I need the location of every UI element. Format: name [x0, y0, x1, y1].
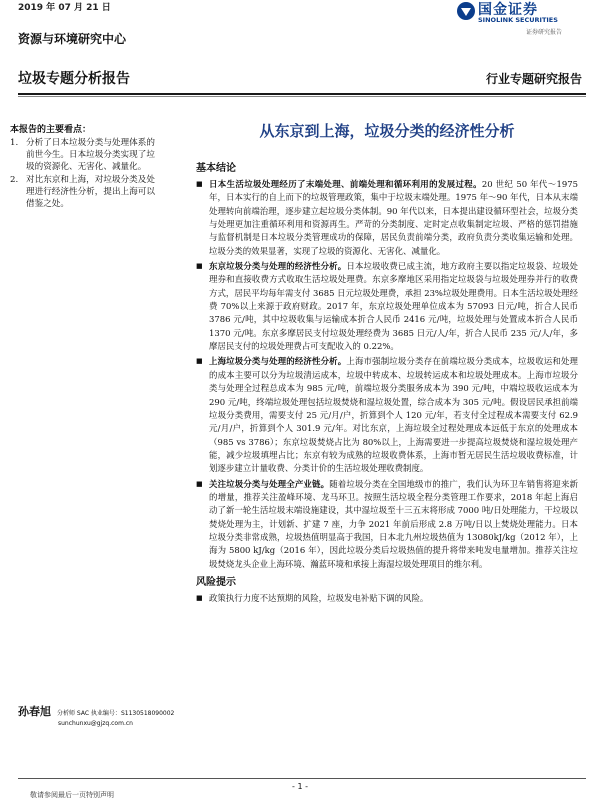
- footer-divider: [18, 778, 586, 779]
- conclusion-heading: 基本结论: [196, 163, 236, 174]
- conclusion-bullet: [196, 478, 578, 571]
- key-point-text: 分析了日本垃圾分类与处理体系的前世今生。日本垃圾分类实现了垃圾的资源化、无害化、减量化。: [26, 138, 155, 172]
- key-point-item: [10, 137, 160, 173]
- logo-english-name: SINOLINK SECURITIES: [478, 16, 558, 24]
- bullet-body: 上海市强制垃圾分类存在前端垃圾分类成本，垃圾收运和处理的成本主要可以分为垃圾清运成本，垃圾中转成本、垃圾转运成本和垃圾处理成本。上海市垃圾分类与处理全过程总成本为 985 元/吨，前端垃圾分类服务成本为 390 元/吨，中端垃圾收运成本为 290 元/吨，终端垃圾处理包括垃圾焚烧和湿垃圾处置，综合成本为 305 元/吨。假设居民承担前端垃圾分类费用，需要支付 25 元/月/户，折算到个人 120 元/年，若支付全过程成本需要支付 62.9 元/月/户，折算到个人 301.9 元/年。对比东京，上海垃圾全过程处理成本远低于东京的处理成本（985 vs 3786）；东京垃圾焚烧占比为 80%以上，上海需要进一步提高垃圾焚烧和湿垃圾处理产能，减少垃圾填埋占比；东京有较为成熟的垃圾收费体系，上海市暂无居民生活垃圾收费标准，计划逐步建立计量收费、分类计价的生活垃圾处理收费制度。: [209, 356, 578, 474]
- bullet-lead: 东京垃圾分类与处理的经济性分析。: [209, 261, 347, 272]
- conclusion-bullet: [196, 260, 578, 353]
- bullet-body: 随着垃圾分类在全国地级市的推广，我们认为环卫车销售将迎来新的增量，推荐关注盈峰环境、龙马环卫。按照生活垃圾全程分类管理工作要求，2018 年起上海启动了新一轮生活垃圾末端设施建设，其中湿垃圾至十三五末将形成 7000 吨/日处理能力，干垃圾以焚烧处理为主，计划新、扩建 7 座，力争 2021 年前后形成 2.8 万吨/日以上焚烧处理能力。日本垃圾分类非常成熟，垃圾热值明显高于我国，日本北九州垃圾热值为 13080kJ/kg（2012 年），上海为 5800 kJ/kg（2016 年），因此垃圾分类后垃圾热值的提升将带来吨发电量增加。推荐关注垃圾焚烧龙头企业上海环境、瀚蓝环境和承接上海湿垃圾处理项目的维尔利。: [209, 478, 578, 569]
- header-divider-thin: [18, 96, 586, 97]
- bullet-square-icon: ■: [196, 593, 203, 602]
- report-date: 2019 年 07 月 21 日: [18, 3, 111, 13]
- bullet-lead: 上海垃圾分类与处理的经济性分析。: [209, 356, 347, 367]
- bullet-square-icon: ■: [196, 262, 203, 271]
- bullet-body: 日本垃圾收费已成主流，地方政府主要以指定垃圾袋、垃圾处理券和直接收费方式收取生活垃圾处理费。东京多摩地区采用指定垃圾袋与垃圾处理券并行的收费方式，居民平均每年需支付 3685 日元垃圾处理费，承担 23%垃圾处理费用。日本生活垃圾处理经费 70%以上来源于政府财政。2017 年，东京垃圾处理单位成本为 57093 日元/吨，折合人民币 3786 元/吨，其中垃圾收集与运输成本折合人民币 2416 元/吨，垃圾处理与处置成本折合人民币 1370 元/吨。东京多摩居民支付垃圾处理经费为 3685 日元/人/年，折合人民币 235 元/人/年，多摩居民支付的垃圾处理费占可支配收入的 0.22%。: [209, 261, 578, 352]
- license-number: S1130518090002: [120, 710, 175, 717]
- key-point-number: 1.: [10, 138, 19, 148]
- risk-bullet: [196, 592, 578, 605]
- logo-chinese-name: 国金证券: [478, 2, 538, 18]
- author-name: 孙春旭: [18, 705, 51, 718]
- bullet-square-icon: ■: [196, 357, 203, 366]
- bullet-lead: 关注垃圾分类与处理全产业链。: [209, 478, 330, 489]
- header-divider: [18, 93, 586, 95]
- bullet-lead: 日本生活垃圾处理经历了末端处理、前端处理和循环利用的发展过程。: [209, 179, 482, 189]
- key-point-number: 2.: [10, 175, 19, 185]
- report-type: 行业专题研究报告: [485, 72, 582, 86]
- department-name: 资源与环境研究中心: [18, 32, 127, 46]
- conclusion-bullet: [196, 355, 578, 475]
- conclusion-bullet: [196, 178, 578, 258]
- company-logo: [456, 0, 586, 38]
- bullet-body: 20 世纪 50 年代～1975 年，日本实行的自上而下的垃圾管理政策，集中于垃圾末端处理。1975 年～90 年代，日本从末端处理转向前端治理，逐步建立起垃圾分类体制。90 年代以来，日本提出建设循环型社会，垃圾分类与处理更加注重循环利用和资源再生。严苛的分类制度、定时定点收集制定垃圾、严格的惩罚措施与监督机制是日本垃圾分类管理成功的保障，居民负责前端分类，政府负责分类收集运输和处理。垃圾分类的效果显著，实现了垃圾的资源化、无害化、减量化。: [209, 179, 578, 256]
- key-points-sidebar: [10, 122, 160, 211]
- author-block: [18, 700, 188, 727]
- key-points-title: 本报告的主要看点：: [10, 125, 92, 135]
- report-title: 从东京到上海，垃圾分类的经济性分析: [259, 122, 515, 140]
- logo-mark-icon: [456, 0, 476, 22]
- key-point-item: [10, 174, 160, 210]
- risk-heading: 风险提示: [196, 576, 236, 588]
- author-email[interactable]: sunchunxu@gjzq.com.cn: [58, 720, 133, 727]
- main-content: [196, 110, 578, 607]
- report-series: 垃圾专题分析报告: [18, 71, 130, 87]
- logo-subtitle: 证券研究报告: [526, 29, 563, 36]
- bullet-square-icon: ■: [196, 180, 203, 188]
- page-number: - 1 -: [292, 782, 308, 791]
- footer-disclaimer: 敬请参阅最后一页特别声明: [30, 791, 114, 799]
- key-point-text: 对比东京和上海，对垃圾分类及处理进行经济性分析，提出上海可以借鉴之处。: [26, 175, 155, 209]
- license-label: 分析师 SAC 执业编号：: [57, 710, 121, 717]
- bullet-square-icon: ■: [196, 479, 203, 488]
- risk-text: 政策执行力度不达预期的风险，垃圾发电补贴下调的风险。: [209, 592, 429, 603]
